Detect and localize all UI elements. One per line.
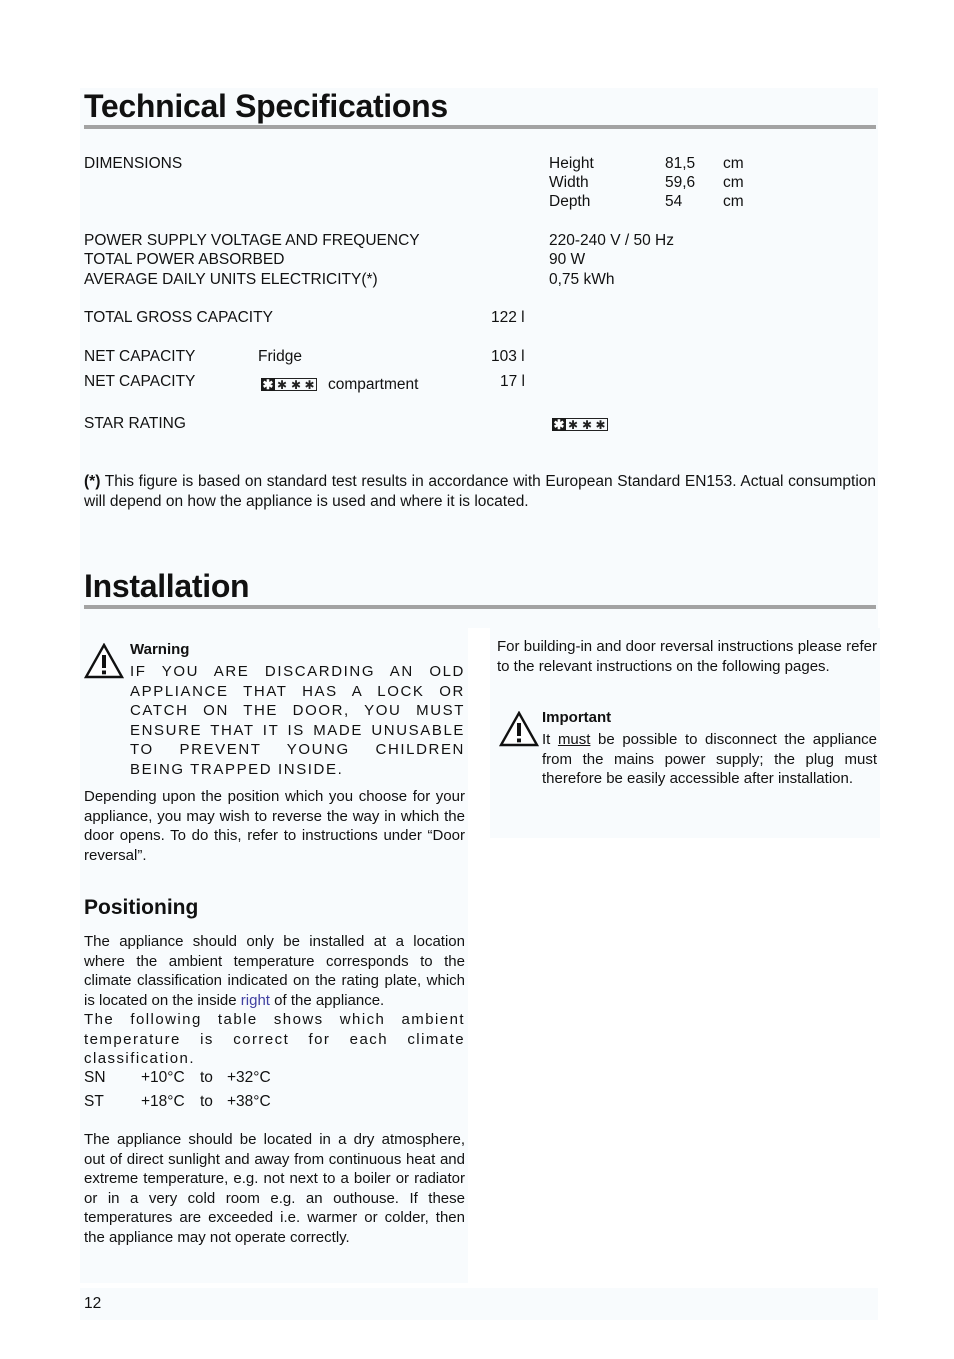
important-triangle-icon bbox=[499, 711, 539, 747]
gross-capacity-value: 122 l bbox=[491, 309, 525, 326]
warning-triangle-icon bbox=[84, 643, 124, 679]
important-title: Important bbox=[542, 709, 612, 726]
positioning-heading: Positioning bbox=[84, 896, 199, 919]
net-capacity-freezer-value: 17 l bbox=[500, 373, 525, 390]
dim-height-value: 81,5 bbox=[665, 155, 696, 172]
dim-depth-label: Depth bbox=[549, 193, 591, 210]
dim-width-unit: cm bbox=[723, 174, 744, 191]
dim-width-label: Width bbox=[549, 174, 589, 191]
right-link[interactable]: right bbox=[240, 991, 270, 1009]
star-rating-label: STAR RATING bbox=[84, 415, 186, 432]
dim-depth-value: 54 bbox=[665, 193, 683, 210]
power-absorbed-label: TOTAL POWER ABSORBED bbox=[84, 251, 285, 268]
footnote-mark: (*) bbox=[84, 473, 101, 490]
dim-height-label: Height bbox=[549, 155, 594, 172]
net-capacity-freezer-sub: compartment bbox=[328, 376, 419, 393]
dimensions-label: DIMENSIONS bbox=[84, 155, 183, 172]
climate-class-st: ST bbox=[84, 1093, 104, 1110]
climate-sn-to-word: to bbox=[200, 1069, 213, 1086]
title-rule bbox=[84, 125, 876, 129]
warning-title: Warning bbox=[130, 641, 190, 658]
footnote-text: This figure is based on standard test results in accordance with European Standard EN153. Actual consumption will depend on how the appliance is used and where it is located. bbox=[84, 473, 876, 510]
section-title-installation: Installation bbox=[84, 568, 250, 604]
door-reversal-paragraph: Depending upon the position which you choose for your appliance, you may wish to reverse the way in which the door opens. To do this, refer to instructions under “Door reversal”. bbox=[84, 788, 465, 864]
power-voltage-value: 220-240 V / 50 Hz bbox=[549, 232, 674, 249]
net-capacity-fridge-sub: Fridge bbox=[258, 348, 302, 365]
climate-sn-from: +10°C bbox=[141, 1069, 185, 1086]
positioning-paragraph-2: The appliance should be located in a dry atmosphere, out of direct sunlight and away from continuous heat and extreme temperature, e.g. not next to a boiler or radiator or in a very cold room e.g. an outhouse. If these temperatures are exceeded i.e. warmer or colder, then the appliance may not operate correctly. bbox=[84, 1131, 465, 1246]
power-absorbed-value: 90 W bbox=[549, 251, 586, 268]
four-star-icon: ✱ ✱ ✱ ✱ bbox=[261, 378, 317, 391]
electricity-value: 0,75 kWh bbox=[549, 271, 615, 288]
climate-sn-to: +32°C bbox=[227, 1069, 271, 1086]
climate-st-to-word: to bbox=[200, 1093, 213, 1110]
net-capacity-fridge-label: NET CAPACITY bbox=[84, 348, 196, 365]
dim-depth-unit: cm bbox=[723, 193, 744, 210]
positioning-paragraph-1: The appliance should only be installed at a location where the ambient temperature corresponds to the climate classification indicated on the rating plate, which is located on the inside right of the appliance. bbox=[84, 933, 465, 1009]
dim-width-value: 59,6 bbox=[665, 174, 696, 191]
installation-rule bbox=[84, 605, 876, 609]
climate-class-sn: SN bbox=[84, 1069, 106, 1086]
warning-text: IF YOU ARE DISCARDING AN OLD APPLIANCE THAT HAS A LOCK OR CATCH ON THE DOOR, YOU MUST ENSURE THAT IT IS MADE UNUSABLE TO PREVENT YOUNG CHILDREN BEING TRAPPED INSIDE. bbox=[130, 663, 465, 778]
page-title-technical-specifications: Technical Specifications bbox=[84, 88, 448, 124]
electricity-label: AVERAGE DAILY UNITS ELECTRICITY(*) bbox=[84, 271, 378, 288]
climate-st-to: +38°C bbox=[227, 1093, 271, 1110]
gross-capacity-label: TOTAL GROSS CAPACITY bbox=[84, 309, 273, 326]
important-text: It must be possible to disconnect the appliance from the mains power supply; the plug must therefore be easily accessible after installation. bbox=[542, 731, 877, 788]
building-in-paragraph: For building-in and door reversal instructions please refer to the relevant instructions on the following pages. bbox=[497, 638, 877, 675]
net-capacity-freezer-label: NET CAPACITY bbox=[84, 373, 196, 390]
star-rating-icon: ✱ ✱ ✱ ✱ bbox=[552, 418, 608, 431]
page-number: 12 bbox=[84, 1295, 102, 1312]
dim-height-unit: cm bbox=[723, 155, 744, 172]
must-emphasis: must bbox=[557, 731, 591, 748]
power-voltage-label: POWER SUPPLY VOLTAGE AND FREQUENCY bbox=[84, 232, 420, 249]
net-capacity-fridge-value: 103 l bbox=[491, 348, 525, 365]
footnote bbox=[84, 472, 876, 511]
positioning-paragraph-table-intro: The following table shows which ambient temperature is correct for each climate classification. bbox=[84, 1011, 465, 1068]
climate-st-from: +18°C bbox=[141, 1093, 185, 1110]
